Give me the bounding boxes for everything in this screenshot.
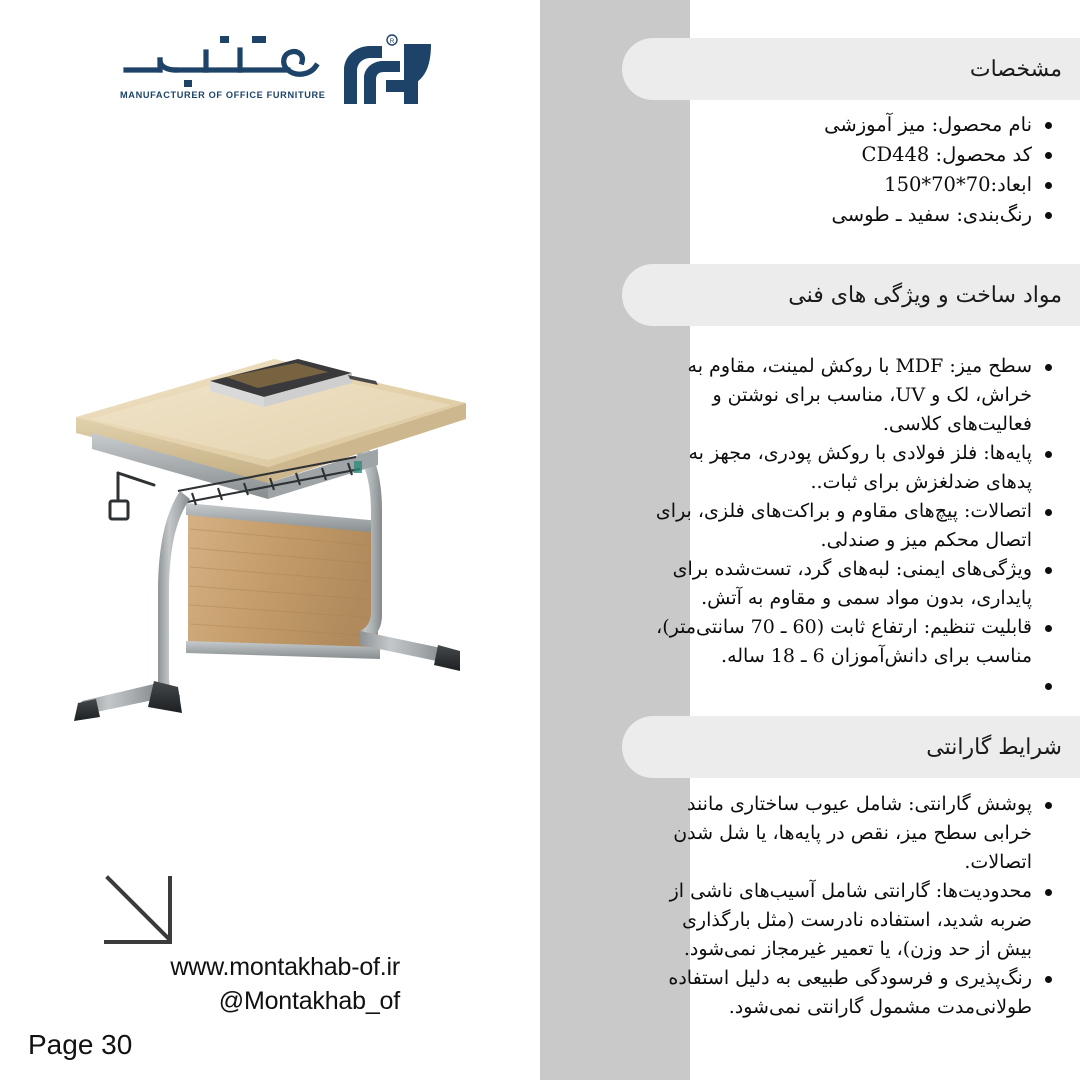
website-link[interactable]: www.montakhab-of.ir: [170, 953, 400, 981]
rear-leg: [356, 445, 460, 671]
list-item: رنگ‌پذیری و فرسودگی طبیعی به دلیل استفاده طولانی‌مدت مشمول گارانتی نمی‌شود.: [644, 964, 1058, 1022]
brand-monogram-icon: [330, 34, 448, 106]
list-item: کد محصول: CD448: [644, 140, 1058, 170]
footer-links: [0, 950, 400, 1018]
section-title-specs: مشخصات: [969, 56, 1062, 82]
list-item: قابلیت تنظیم: ارتفاع ثابت (60 ـ 70 سانتی‌متر)، مناسب برای دانش‌آموزان 6 ـ 18 ساله.: [644, 613, 1058, 671]
page-number: Page 30: [28, 1029, 133, 1060]
section-header-materials: [622, 264, 1080, 326]
product-image: [60, 315, 480, 735]
section-title-materials: مواد ساخت و ویژگی های فنی: [788, 282, 1062, 308]
list-item: ویژگی‌های ایمنی: لبه‌های گرد، تست‌شده برای پایداری، بدون مواد سمی و مقاوم به آتش.: [644, 555, 1058, 613]
materials-list: [644, 352, 1058, 691]
list-item: سطح میز: MDF با روکش لمینت، مقاوم به خراش، لک و UV، مناسب برای نوشتن و فعالیت‌های کلاسی.: [644, 352, 1058, 439]
front-leg: [74, 491, 190, 721]
list-item: محدودیت‌ها: گارانتی شامل آسیب‌های ناشی از ضربه شدید، استفاده نادرست (مثل بارگذاری بیش از حد وزن)، یا تعمیر غیرمجاز نمی‌شود.: [644, 877, 1058, 964]
specs-list: [644, 110, 1058, 230]
brand-tagline: MANUFACTURER OF OFFICE FURNITURE: [120, 90, 326, 100]
brand-wordmark-icon: [120, 28, 320, 90]
social-handle-link[interactable]: @Montakhab_of: [218, 987, 400, 1015]
modesty-panel: [186, 503, 380, 659]
list-item: اتصالات: پیچ‌های مقاوم و براکت‌های فلزی، برای اتصال محکم میز و صندلی.: [644, 497, 1058, 555]
list-item-empty: [644, 671, 1058, 691]
list-item: ابعاد:70*70*150: [644, 170, 1058, 200]
list-item: پوشش گارانتی: شامل عیوب ساختاری مانند خرابی سطح میز، نقص در پایه‌ها، یا شل شدن اتصالات.: [644, 790, 1058, 877]
section-header-specs: [622, 38, 1080, 100]
section-header-warranty: [622, 716, 1080, 778]
list-item: نام محصول: میز آموزشی: [644, 110, 1058, 140]
arrow-down-right-icon: [104, 872, 186, 950]
warranty-list: [644, 790, 1058, 1022]
svg-text:R: R: [389, 38, 395, 45]
list-item: پایه‌ها: فلز فولادی با روکش پودری، مجهز به پدهای ضدلغزش برای ثبات..: [644, 439, 1058, 497]
section-title-warranty: شرایط گارانتی: [926, 734, 1062, 760]
brand-logo: [120, 28, 450, 108]
list-item: رنگ‌بندی: سفید ـ طوسی: [644, 200, 1058, 230]
right-column: [622, 0, 1080, 1080]
